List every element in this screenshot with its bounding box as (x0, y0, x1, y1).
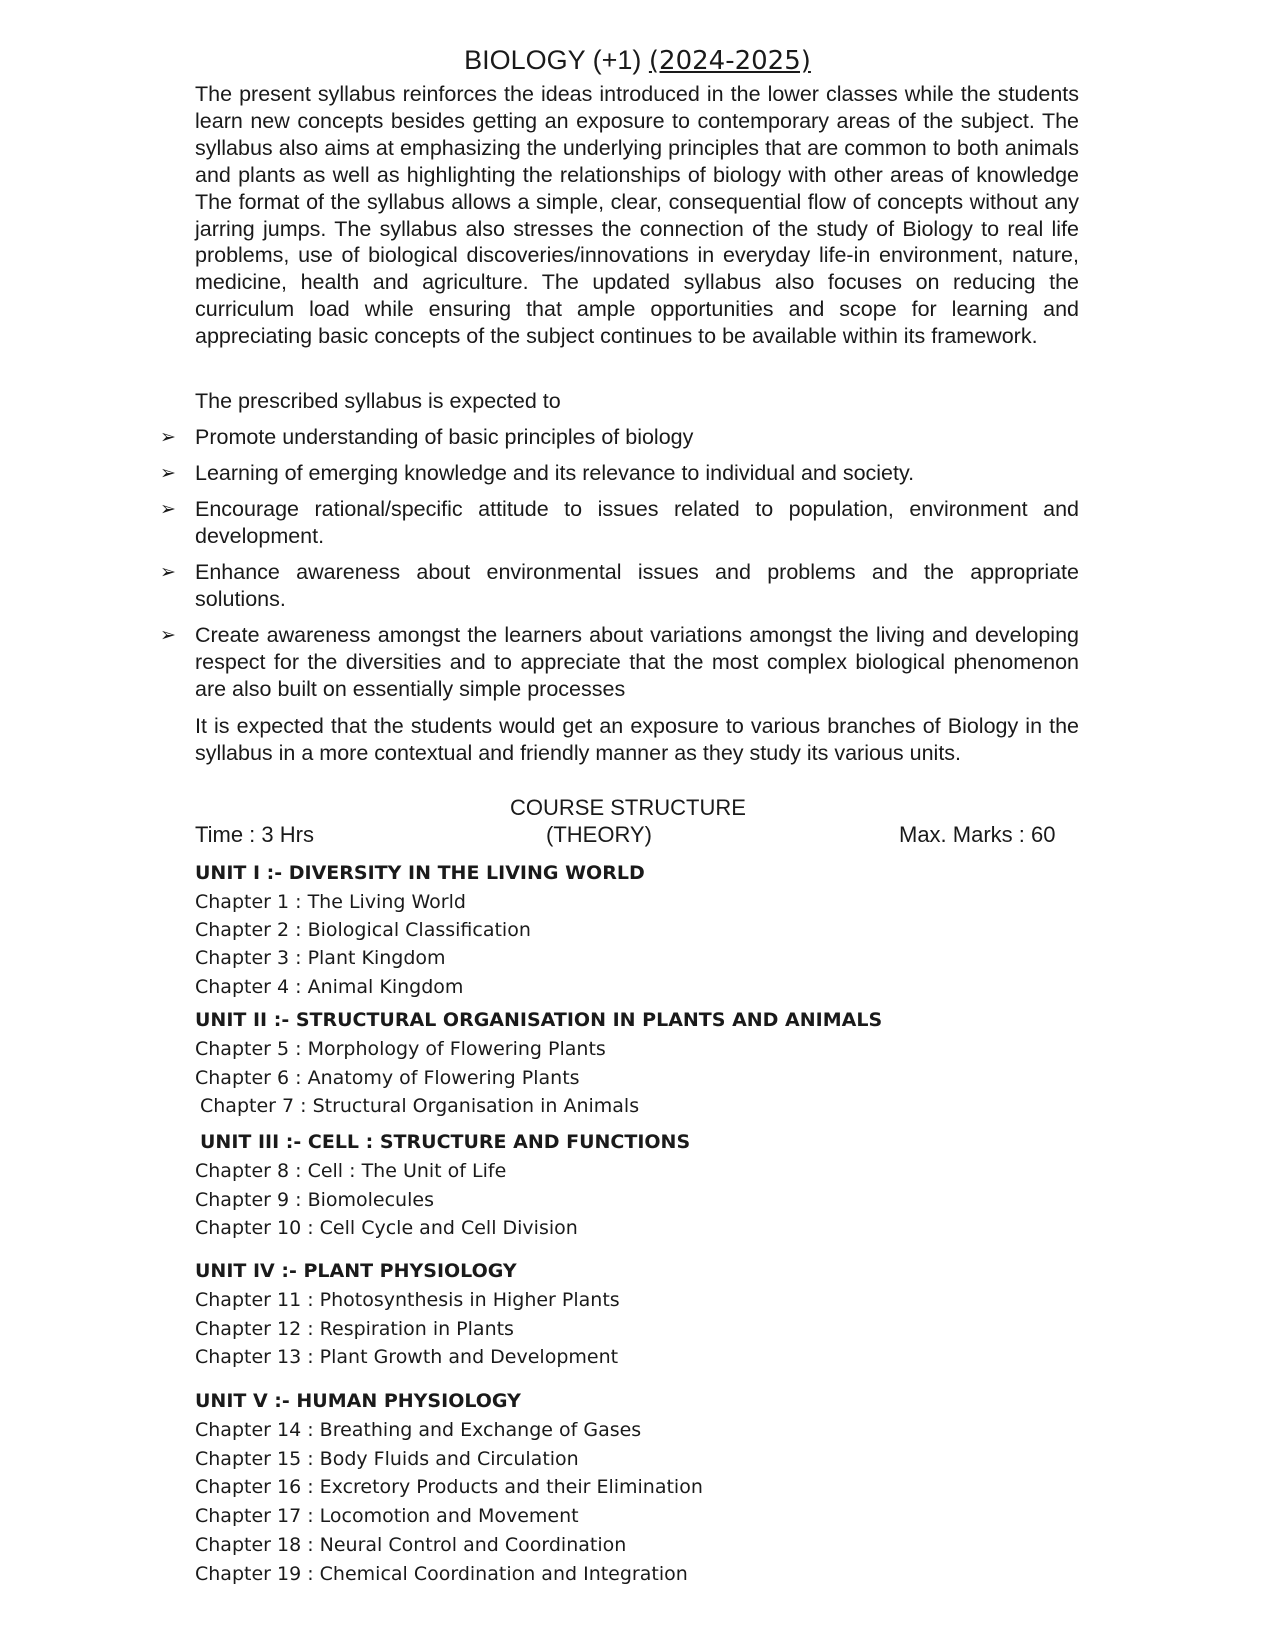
chapter-item: Chapter 19 : Chemical Coordination and Integration (195, 1563, 688, 1585)
chapter-item: Chapter 10 : Cell Cycle and Cell Division (195, 1217, 578, 1239)
chapter-item: Chapter 7 : Structural Organisation in Animals (200, 1095, 640, 1117)
closing-paragraph: It is expected that the students would get an exposure to various branches of Biology in the syllabus in a more contextual and friendly manner as they study its various units. (195, 714, 1079, 765)
unit-heading: UNIT V :- HUMAN PHYSIOLOGY (195, 1390, 521, 1412)
objective-text: Enhance awareness about environmental issues and problems and the appropriate solutions. (195, 560, 1079, 611)
objective-text: Create awareness amongst the learners about variations amongst the living and developing respect for the diversities and to appreciate that the most complex biological phenomenon are also built on essentially simple processes (195, 623, 1079, 701)
chapter-item: Chapter 6 : Anatomy of Flowering Plants (195, 1067, 580, 1089)
chapter-item: Chapter 8 : Cell : The Unit of Life (195, 1160, 507, 1182)
chapter-item: Chapter 9 : Biomolecules (195, 1189, 434, 1211)
chapter-item: Chapter 4 : Animal Kingdom (195, 976, 464, 998)
chapter-item: Chapter 15 : Body Fluids and Circulation (195, 1448, 579, 1470)
objective-item (160, 559, 1079, 613)
chapter-item: Chapter 2 : Biological Classification (195, 919, 531, 941)
objective-text: Encourage rational/specific attitude to issues related to population, environment and development. (195, 497, 1079, 548)
objectives-list (160, 424, 1079, 712)
chapter-item: Chapter 3 : Plant Kingdom (195, 947, 446, 969)
objective-item (160, 496, 1079, 550)
chapter-item: Chapter 1 : The Living World (195, 891, 466, 913)
objective-item (160, 424, 1079, 451)
arrow-bullet-icon: ➢ (160, 624, 176, 646)
max-marks: Max. Marks : 60 (899, 822, 1056, 847)
chapter-item: Chapter 16 : Excretory Products and their Elimination (195, 1476, 703, 1498)
intro-paragraph: The present syllabus reinforces the ideas introduced in the lower classes while the students learn new concepts besides getting an exposure to contemporary areas of the subject. The syllabus also aims at emphasizing the underlying principles that are common to both animals and plants as well as highlighting the relationships of biology with other areas of knowledge The format of the syllabus allows a simple, clear, consequential flow of concepts without any jarring jumps. The syllabus also stresses the connection of the study of Biology to real life problems, use of biological discoveries/innovations in everyday life-in environment, nature, medicine, health and agriculture. The updated syllabus also focuses on reducing the curriculum load while ensuring that ample opportunities and scope for learning and appreciating basic concepts of the subject continues to be available within its framework. (195, 82, 1079, 349)
arrow-bullet-icon: ➢ (160, 498, 176, 520)
chapter-item: Chapter 11 : Photosynthesis in Higher Plants (195, 1289, 620, 1311)
chapter-item: Chapter 12 : Respiration in Plants (195, 1318, 514, 1340)
unit-heading: UNIT I :- DIVERSITY IN THE LIVING WORLD (195, 862, 645, 884)
theory-label: (THEORY) (546, 822, 652, 847)
chapter-item: Chapter 18 : Neural Control and Coordination (195, 1534, 627, 1556)
objectives-lead: The prescribed syllabus is expected to (195, 389, 561, 413)
unit-heading: UNIT IV :- PLANT PHYSIOLOGY (195, 1260, 517, 1282)
objective-text: Learning of emerging knowledge and its relevance to individual and society. (195, 461, 915, 485)
chapter-item: Chapter 14 : Breathing and Exchange of Gases (195, 1419, 642, 1441)
title-text: BIOLOGY (+1) (464, 45, 642, 75)
arrow-bullet-icon: ➢ (160, 426, 176, 448)
course-structure-title: COURSE STRUCTURE (510, 795, 746, 820)
arrow-bullet-icon: ➢ (160, 462, 176, 484)
objective-text: Promote understanding of basic principles of biology (195, 425, 694, 449)
unit-heading: UNIT II :- STRUCTURAL ORGANISATION IN PLANTS AND ANIMALS (195, 1009, 883, 1031)
title-year: (2024-2025) (648, 46, 811, 76)
page-title (0, 44, 1275, 77)
arrow-bullet-icon: ➢ (160, 561, 176, 583)
chapter-item: Chapter 17 : Locomotion and Movement (195, 1505, 579, 1527)
objective-item (160, 460, 1079, 487)
chapter-item: Chapter 13 : Plant Growth and Development (195, 1346, 619, 1368)
exam-time: Time : 3 Hrs (195, 822, 314, 847)
unit-heading: UNIT III :- CELL : STRUCTURE AND FUNCTIONS (200, 1131, 691, 1153)
objective-item (160, 622, 1079, 703)
chapter-item: Chapter 5 : Morphology of Flowering Plants (195, 1038, 606, 1060)
